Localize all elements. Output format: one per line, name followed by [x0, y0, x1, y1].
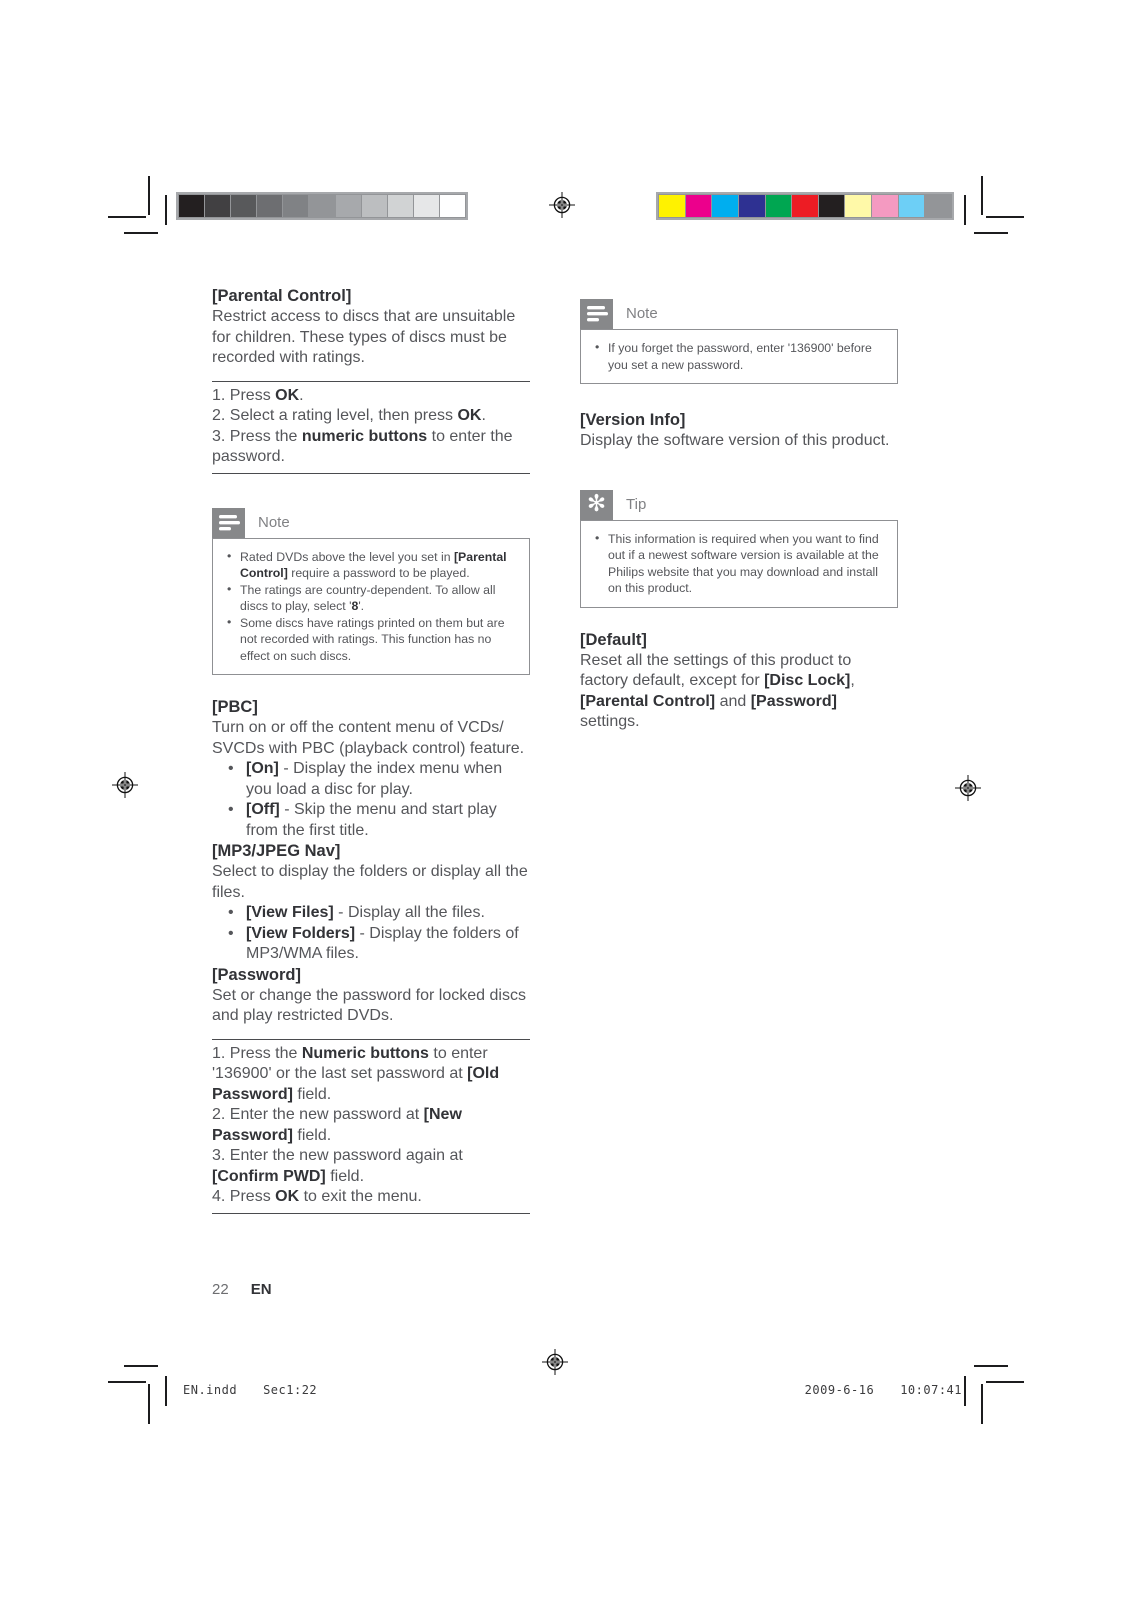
calibration-swatch	[336, 195, 361, 217]
page-language: EN	[250, 1281, 272, 1298]
tip-icon: ✻	[580, 490, 613, 520]
crop-mark	[148, 1384, 150, 1424]
step: 2. Enter the new password at [New Password] field.	[212, 1106, 462, 1144]
crop-mark	[986, 1381, 1024, 1383]
crop-mark	[108, 1381, 146, 1383]
print-date: 2009-6-16	[804, 1383, 875, 1397]
crop-mark	[124, 1365, 158, 1367]
print-time: 10:07:41	[900, 1383, 962, 1397]
calibration-swatch	[899, 195, 925, 217]
calibration-swatch	[179, 195, 204, 217]
mp3-jpeg-nav-options	[212, 903, 530, 965]
password-description: Set or change the password for locked discs and play restricted DVDs.	[212, 986, 526, 1024]
color-calibration-bar	[656, 192, 954, 220]
calibration-swatch	[792, 195, 818, 217]
section-ref: Sec1:22	[263, 1383, 318, 1397]
calibration-swatch	[872, 195, 898, 217]
note-item: • Some discs have ratings printed on them but are not recorded with ratings. This function has no effect on such discs.	[223, 615, 517, 665]
document-slug: EN.indd	[183, 1383, 238, 1397]
note-label: Note	[626, 305, 658, 322]
note-box	[212, 513, 530, 676]
calibration-swatch	[686, 195, 712, 217]
step: 1. Press OK.	[212, 386, 304, 404]
registration-mark-icon	[541, 1348, 569, 1376]
option-item: • [View Folders] - Display the folders of MP3/WMA files.	[212, 924, 530, 965]
note-items	[213, 539, 529, 675]
crop-mark	[974, 1365, 1008, 1367]
version-info-description: Display the software version of this product.	[580, 432, 890, 449]
calibration-swatch	[712, 195, 738, 217]
crop-mark	[165, 195, 167, 225]
calibration-swatch	[283, 195, 308, 217]
mp3-jpeg-nav-description: Select to display the folders or display all the files.	[212, 863, 528, 901]
grayscale-calibration-bar	[176, 192, 468, 220]
note-icon	[580, 299, 613, 329]
option-item: • [On] - Display the index menu when you load a disc for play.	[212, 759, 530, 800]
calibration-swatch	[819, 195, 845, 217]
note-item: • The ratings are country-dependent. To allow all discs to play, select '8'.	[223, 582, 517, 615]
registration-mark-icon	[548, 191, 576, 219]
crop-mark	[986, 216, 1024, 218]
crop-mark	[974, 232, 1008, 234]
parental-control-steps	[212, 381, 530, 474]
option-item: • [View Files] - Display all the files.	[212, 903, 530, 924]
step: 1. Press the Numeric buttons to enter '136900' or the last set password at [Old Password] field.	[212, 1044, 500, 1103]
crop-mark	[124, 232, 158, 234]
crop-mark	[981, 176, 983, 215]
note-box	[580, 305, 898, 384]
calibration-swatch	[925, 195, 951, 217]
calibration-swatch	[414, 195, 439, 217]
registration-mark-icon	[111, 771, 139, 799]
step: 2. Select a rating level, then press OK.	[212, 407, 486, 424]
registration-mark-icon	[954, 774, 982, 802]
tip-label: Tip	[626, 495, 647, 513]
calibration-swatch	[257, 195, 282, 217]
calibration-swatch	[845, 195, 871, 217]
section-heading-password: [Password]	[212, 965, 301, 984]
note-items	[581, 330, 897, 383]
section-heading-pbc: [PBC]	[212, 698, 258, 716]
print-footer-right	[805, 1383, 962, 1397]
note-item: • If you forget the password, enter '136900' before you set a new password.	[591, 340, 885, 373]
left-column	[212, 286, 530, 1214]
section-heading-mp3-jpeg-nav: [MP3/JPEG Nav]	[212, 842, 341, 860]
parental-control-description: Restrict access to discs that are unsuitable for children. These types of discs must be recorded with ratings.	[212, 308, 516, 366]
crop-mark	[108, 216, 146, 218]
note-label: Note	[258, 513, 290, 531]
crop-mark	[964, 1376, 966, 1406]
pbc-description: Turn on or off the content menu of VCDs/ SVCDs with PBC (playback control) feature.	[212, 719, 525, 757]
crop-mark	[964, 195, 966, 225]
print-footer-left	[183, 1383, 317, 1397]
calibration-swatch	[440, 195, 465, 217]
calibration-swatch	[309, 195, 334, 217]
pbc-options	[212, 759, 530, 841]
note-item: • Rated DVDs above the level you set in [Parental Control] require a password to be played.	[223, 549, 517, 582]
calibration-swatch	[766, 195, 792, 217]
crop-mark	[981, 1384, 983, 1424]
step: 4. Press OK to exit the menu.	[212, 1188, 422, 1205]
default-description: Reset all the settings of this product to factory default, except for [Disc Lock], [Parental Control] and [Password] settings.	[580, 651, 855, 730]
tip-item: • This information is required when you want to find out if a newest software version is available at the Philips website that you may download and install on this product.	[591, 531, 885, 597]
calibration-swatch	[388, 195, 413, 217]
option-item: • [Off] - Skip the menu and start play from the first title.	[212, 800, 530, 841]
page-number	[212, 1281, 272, 1298]
section-heading-parental-control: [Parental Control]	[212, 287, 352, 305]
calibration-swatch	[659, 195, 685, 217]
calibration-swatch	[205, 195, 230, 217]
section-heading-version-info: [Version Info]	[580, 411, 686, 429]
step: 3. Enter the new password again at [Confirm PWD] field.	[212, 1147, 463, 1185]
tip-box	[580, 491, 898, 608]
crop-mark	[148, 176, 150, 215]
step: 3. Press the numeric buttons to enter the password.	[212, 427, 513, 465]
right-column	[580, 283, 898, 733]
tip-items	[581, 521, 897, 607]
note-icon	[212, 508, 245, 538]
crop-mark	[165, 1376, 167, 1406]
calibration-swatch	[362, 195, 387, 217]
calibration-swatch	[739, 195, 765, 217]
password-steps	[212, 1039, 530, 1214]
section-heading-default: [Default]	[580, 630, 647, 649]
page-number-value: 22	[212, 1281, 229, 1298]
calibration-swatch	[231, 195, 256, 217]
